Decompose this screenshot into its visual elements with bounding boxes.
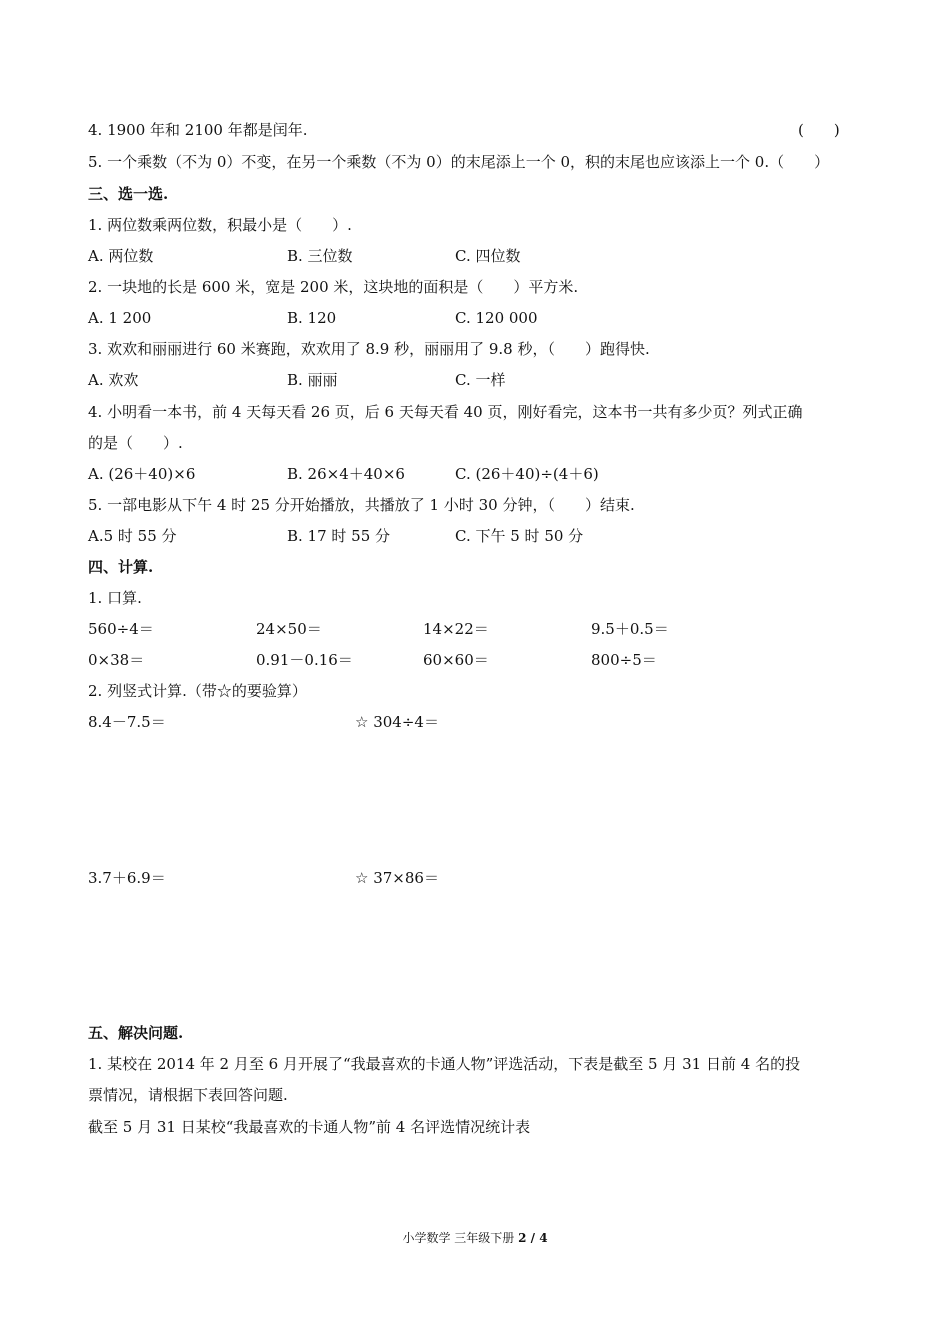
oral-item: 800÷5＝	[591, 651, 657, 669]
oral-item: 0×38＝	[88, 651, 145, 669]
oral-item: 0.91－0.16＝	[256, 651, 353, 669]
oral-item: 24×50＝	[256, 620, 322, 638]
s3-q5-option-c: C. 下午 5 时 50 分	[455, 527, 584, 545]
vertical-item: 3.7＋6.9＝	[88, 869, 166, 887]
s3-q5: 5. 一部电影从下午 4 时 25 分开始播放，共播放了 1 小时 30 分钟，（ ）结束.	[88, 496, 635, 514]
s3-q3-option-c: C. 一样	[455, 371, 506, 389]
s3-q3: 3. 欢欢和丽丽进行 60 米赛跑，欢欢用了 8.9 秒，丽丽用了 9.8 秒，（ ）跑得快.	[88, 340, 650, 358]
vertical-calc-title: 2. 列竖式计算.（带☆的要验算）	[88, 682, 307, 700]
oral-item: 560÷4＝	[88, 620, 154, 638]
table-title: 截至 5 月 31 日某校“我最喜欢的卡通人物”前 4 名评选情况统计表	[88, 1118, 531, 1136]
judge-q4: 4. 1900 年和 2100 年都是闰年.	[88, 121, 308, 139]
section4-heading: 四、计算.	[88, 558, 154, 576]
s3-q4-option-a: A. (26＋40)×6	[88, 465, 196, 483]
s5-q1-line2: 票情况，请根据下表回答问题.	[88, 1086, 288, 1104]
s3-q1-option-b: B. 三位数	[287, 247, 353, 265]
s3-q2-option-c: C. 120 000	[455, 309, 538, 327]
footer-label: 小学数学 三年级下册	[402, 1231, 515, 1245]
oral-item: 9.5＋0.5＝	[591, 620, 669, 638]
vertical-item: ☆ 304÷4＝	[355, 713, 439, 731]
judge-q4-answer-paren: ( )	[798, 121, 840, 139]
s5-q1-line1: 1. 某校在 2014 年 2 月至 6 月开展了“我最喜欢的卡通人物”评选活动，下表是截至 5 月 31 日前 4 名的投	[88, 1055, 801, 1073]
s3-q1-option-a: A. 两位数	[88, 247, 154, 265]
s3-q2-option-a: A. 1 200	[88, 309, 152, 327]
judge-q5: 5. 一个乘数（不为 0）不变，在另一个乘数（不为 0）的末尾添上一个 0，积的末尾也应该添上一个 0.（ ）	[88, 153, 830, 171]
s3-q1: 1. 两位数乘两位数，积最小是（ ）.	[88, 216, 352, 234]
s3-q2-option-b: B. 120	[287, 309, 337, 327]
oral-item: 14×22＝	[423, 620, 489, 638]
vertical-item: ☆ 37×86＝	[355, 869, 439, 887]
oral-item: 60×60＝	[423, 651, 489, 669]
s3-q5-option-b: B. 17 时 55 分	[287, 527, 391, 545]
s3-q5-option-a: A.5 时 55 分	[88, 527, 177, 545]
page-number: 2 / 4	[518, 1231, 548, 1245]
s3-q1-option-c: C. 四位数	[455, 247, 521, 265]
section5-heading: 五、解决问题.	[88, 1024, 184, 1042]
s3-q4: 4. 小明看一本书，前 4 天每天看 26 页，后 6 天每天看 40 页，刚好看完，这本书一共有多少页？列式正确	[88, 403, 803, 421]
s3-q2: 2. 一块地的长是 600 米，宽是 200 米，这块地的面积是（ ）平方米.	[88, 278, 579, 296]
s3-q3-option-b: B. 丽丽	[287, 371, 338, 389]
s3-q4-option-b: B. 26×4＋40×6	[287, 465, 405, 483]
vertical-item: 8.4－7.5＝	[88, 713, 166, 731]
section3-heading: 三、选一选.	[88, 185, 169, 203]
oral-calc-title: 1. 口算.	[88, 589, 142, 607]
s3-q4-option-c: C. (26＋40)÷(4＋6)	[455, 465, 599, 483]
s3-q3-option-a: A. 欢欢	[88, 371, 139, 389]
page-footer	[0, 1230, 950, 1246]
s3-q4-cont: 的是（ ）.	[88, 434, 183, 452]
